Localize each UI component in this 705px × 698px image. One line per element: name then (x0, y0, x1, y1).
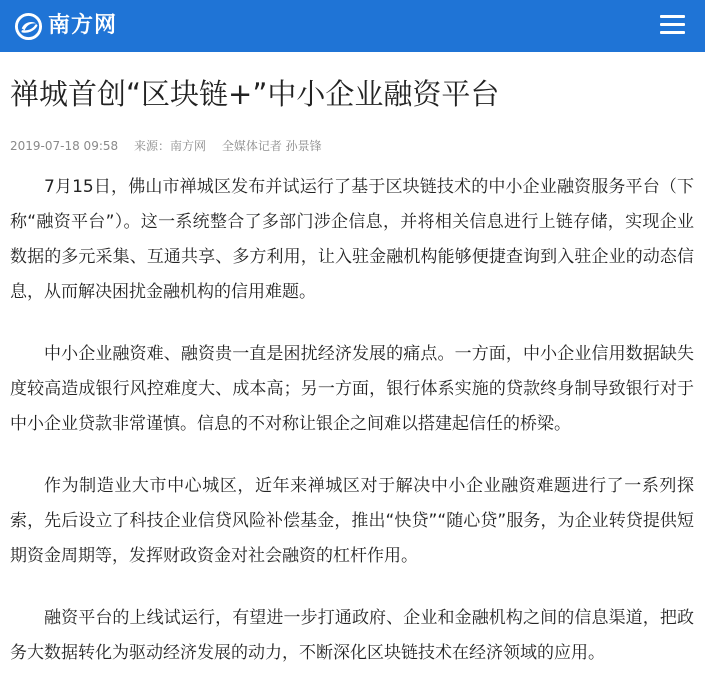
top-navigation-bar (0, 0, 705, 52)
article-paragraph: 7月15日，佛山市禅城区发布并试运行了基于区块链技术的中小企业融资服务平台（下称“融资平台”）。这一系统整合了多部门涉企信息，并将相关信息进行上链存储，实现企业数据的多元采集、互通共享、多方利用，让入驻金融机构能够便捷查询到入驻企业的动态信息，从而解决困扰金融机构的信用难题。 (10, 177, 694, 302)
southcn-logo-icon (14, 12, 43, 41)
article-paragraph: 作为制造业大市中心城区，近年来禅城区对于解决中小企业融资难题进行了一系列探索，先后设立了科技企业信贷风险补偿基金，推出“快贷”“随心贷”服务，为企业转贷提供短期资金周期等，发挥财政资金对社会融资的杠杆作用。 (10, 476, 694, 566)
article-source: 来源：南方网 (133, 139, 206, 153)
article-paragraph: 融资平台的上线试运行，有望进一步打通政府、企业和金融机构之间的信息渠道，把政务大数据转化为驱动经济发展的动力，不断深化区块链技术在经济领域的应用。 (10, 608, 694, 663)
article-author: 全媒体记者 孙景锋 (221, 139, 322, 153)
hamburger-menu-icon[interactable] (660, 13, 685, 37)
article-meta (10, 137, 334, 155)
article-body (10, 170, 694, 698)
publish-date: 2019-07-18 09:58 (10, 139, 119, 153)
article-paragraph: 中小企业融资难、融资贵一直是困扰经济发展的痛点。一方面，中小企业信用数据缺失度较高造成银行风控难度大、成本高；另一方面，银行体系实施的贷款终身制导致银行对于中小企业贷款非常谨慎。信息的不对称让银企之间难以搭建起信任的桥梁。 (10, 344, 694, 434)
site-name: 南方网 (48, 13, 118, 38)
article-title: 禅城首创“区块链+”中小企业融资平台 (10, 77, 500, 111)
site-logo[interactable] (14, 10, 117, 42)
